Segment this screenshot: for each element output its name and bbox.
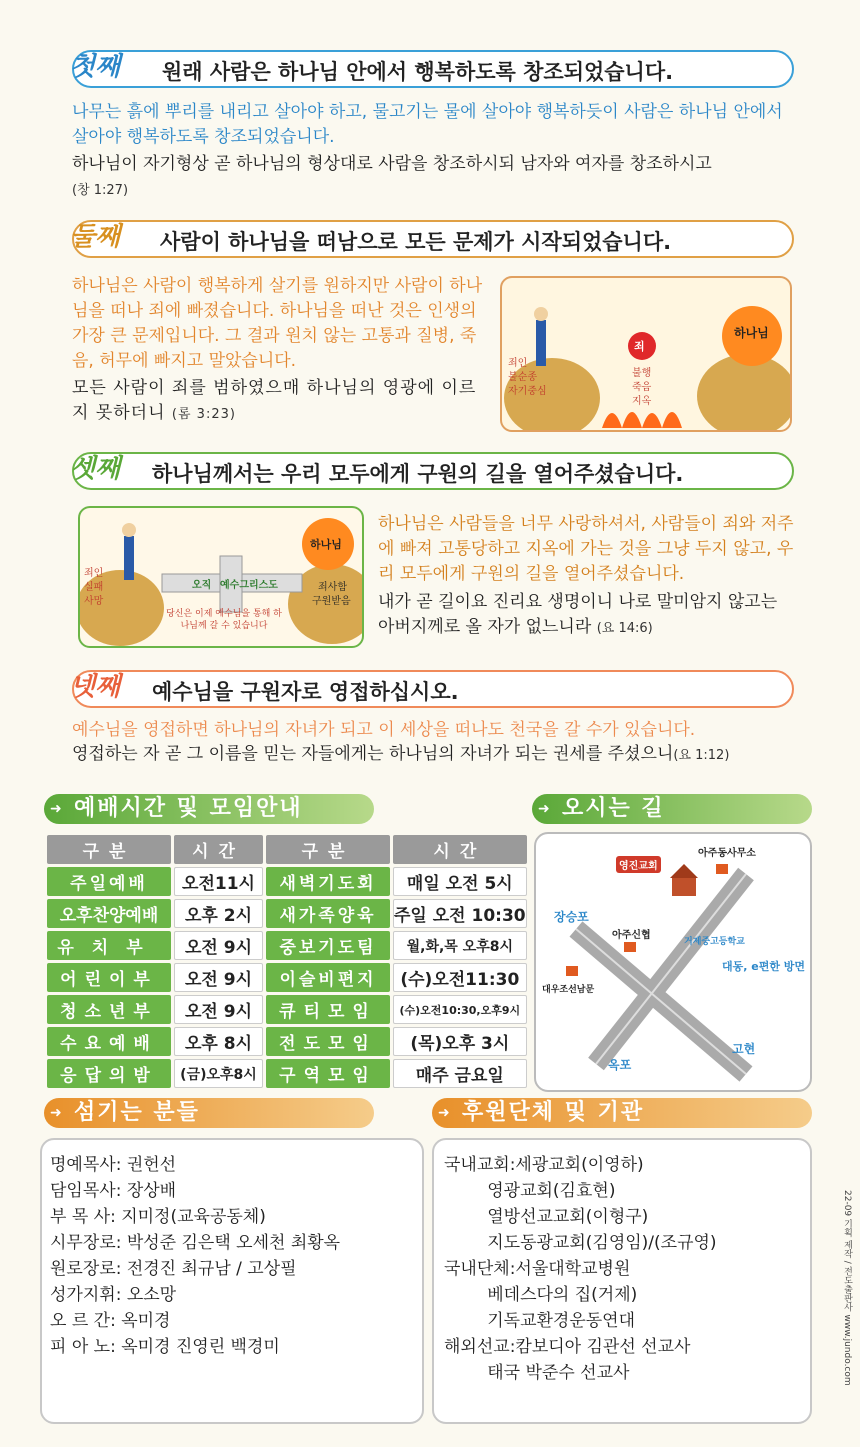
map-label-jangseungpo: 장승포	[554, 910, 589, 924]
illus2-sin: 죄	[634, 340, 645, 353]
section4-title: 예수님을 구원자로 영접하십시오.	[152, 680, 459, 704]
map-label-daedong: 대동, e편한 방면	[722, 960, 806, 973]
table-cell: 중보기도팀	[266, 931, 390, 960]
servants-line: 시무장로: 박성준 김은택 오세천 최황옥	[50, 1233, 341, 1253]
header-cell: 구분	[47, 835, 171, 864]
illus3-left-1: 죄인	[84, 568, 104, 579]
illus3-right-2: 구원받음	[312, 596, 351, 607]
schedule-header	[44, 794, 374, 824]
table-row	[47, 899, 527, 928]
arrow-icon: ➜	[438, 1105, 452, 1121]
supporters-line: 국내단체:서울대학교병원	[444, 1259, 631, 1279]
servants-line: 오 르 간: 옥미경	[50, 1311, 171, 1331]
section2-text: 하나님은 사람이 행복하게 살기를 원하지만 사람이 하나님을 떠나 죄에 빠졌습니다. 하나님을 떠난 것은 인생의 가장 큰 문제입니다. 그 결과 원치 않는 고통과 질병, 죽음, 허무에 빠지고 말았습니다.	[72, 276, 483, 371]
table-cell: 유치부	[47, 931, 171, 960]
table-row	[47, 931, 527, 960]
illus2-god: 하나님	[734, 326, 769, 340]
supporters-line: 베데스다의 집(거제)	[444, 1285, 638, 1305]
table-cell: (금)오후8시	[174, 1059, 263, 1088]
section1-title: 원래 사람은 하나님 안에서 행복하도록 창조되었습니다.	[162, 60, 674, 84]
table-row	[47, 1059, 527, 1088]
section2-verse	[72, 376, 490, 427]
directions-header	[532, 794, 812, 824]
table-row	[47, 963, 527, 992]
table-cell: 새벽기도회	[266, 867, 390, 896]
table-cell: 오후 2시	[174, 899, 263, 928]
table-cell: 오전 9시	[174, 963, 263, 992]
illus3-right-1: 죄사함	[318, 582, 347, 593]
table-row	[47, 1027, 527, 1056]
table-cell: 어린이부	[47, 963, 171, 992]
section1-verse-text: 하나님이 자기형상 곧 하나님의 형상대로 사람을 창조하시되 남자와 여자를 창조하시고	[72, 154, 712, 174]
table-cell: 청소년부	[47, 995, 171, 1024]
table-row	[47, 995, 527, 1024]
table-cell: 주일예배	[47, 867, 171, 896]
table-cell: 수요예배	[47, 1027, 171, 1056]
supporters-line: 해외선교:캄보디아 김관선 선교사	[444, 1337, 691, 1357]
table-cell: 오전 9시	[174, 995, 263, 1024]
map-label-school: 거제중고등학교	[684, 937, 745, 947]
header-cell: 시간	[174, 835, 263, 864]
arrow-icon: ➜	[50, 1105, 64, 1121]
directions-map	[534, 832, 812, 1092]
table-cell: 월,화,목 오후8시	[393, 931, 527, 960]
section1-ref: (창 1:27)	[72, 183, 129, 198]
table-cell: 오전11시	[174, 867, 263, 896]
table-cell: 오후 8시	[174, 1027, 263, 1056]
directions-title: 오시는 길	[562, 796, 665, 821]
supporters-line: 태국 박준수 선교사	[444, 1363, 630, 1383]
section2-title: 사람이 하나님을 떠남으로 모든 문제가 시작되었습니다.	[160, 230, 672, 254]
supporters-line: 국내교회:세광교회(이영하)	[444, 1155, 644, 1175]
supporters-header	[432, 1098, 812, 1128]
illus2-mid-label-3: 지옥	[632, 396, 652, 407]
map-label-church: 영진교회	[616, 856, 661, 873]
illus2-left-label-1: 죄인	[508, 358, 528, 369]
section2-badge: 둘째	[70, 222, 121, 252]
section3-title: 하나님께서는 우리 모두에게 구원의 길을 열어주셨습니다.	[152, 462, 684, 486]
table-cell: 구역모임	[266, 1059, 390, 1088]
table-cell: 이슬비편지	[266, 963, 390, 992]
servants-line: 피 아 노: 옥미경 진영린 백경미	[50, 1337, 280, 1357]
map-label-daewoo: 대우조선남문	[542, 985, 595, 995]
section4-badge: 넷째	[70, 672, 121, 702]
illus3-cross: 예수그리스도	[220, 580, 278, 591]
illus2-left-label-3: 자기중심	[508, 386, 547, 397]
table-cell: (수)오전11:30	[393, 963, 527, 992]
illus3-left-3: 사망	[84, 596, 104, 607]
section2-illustration	[500, 276, 792, 432]
table-cell: (목)오후 3시	[393, 1027, 527, 1056]
illus3-god: 하나님	[310, 538, 342, 551]
supporters-line: 지도동광교회(김영임)/(조규영)	[444, 1233, 717, 1253]
supporters-line: 기독교환경운동연대	[444, 1311, 636, 1331]
servants-line: 원로장로: 전경진 최규남 / 고상필	[50, 1259, 297, 1279]
table-cell: 새가족양육	[266, 899, 390, 928]
section3-text: 하나님은 사람들을 너무 사랑하셔서, 사람들이 죄와 저주에 빠져 고통당하고 지옥에 가는 것을 그냥 두지 않고, 우리 모두에게 구원의 길을 열어주셨습니다.	[378, 514, 794, 584]
section4-text: 예수님을 영접하면 하나님의 자녀가 되고 이 세상을 떠나도 천국을 갈 수가 있습니다.	[72, 720, 696, 740]
servants-line: 명예목사: 권헌선	[50, 1155, 177, 1175]
illus3-caption: 당신은 이제 예수님을 통해 하나님께 갈 수 있습니다	[166, 609, 282, 631]
section1-badge: 첫째	[70, 52, 121, 82]
supporters-line: 영광교회(김효현)	[444, 1181, 616, 1201]
section3-ref: (요 14:6)	[596, 621, 653, 636]
arrow-icon: ➜	[50, 801, 64, 817]
header-cell: 시간	[393, 835, 527, 864]
illus3-only: 오직	[192, 580, 212, 591]
table-cell: 오후찬양예배	[47, 899, 171, 928]
side-print-info: 22-09 기획 제작 / 전도출판사 www.jundo.com	[842, 1190, 852, 1386]
sin-separation-drawing	[502, 278, 792, 432]
servants-header	[44, 1098, 374, 1128]
servants-line: 성가지휘: 오소망	[50, 1285, 177, 1305]
schedule-table	[44, 832, 530, 1091]
section3-badge: 셋째	[70, 454, 121, 484]
section3-illustration	[78, 506, 364, 648]
illus2-mid-label-2: 죽음	[632, 382, 652, 393]
illus3-left-2: 실패	[84, 582, 104, 593]
section3-verse-text: 내가 곧 길이요 진리요 생명이니 나로 말미암지 않고는 아버지께로 올 자가 없느니라	[378, 592, 778, 637]
header-cell: 구분	[266, 835, 390, 864]
table-cell: 응답의밤	[47, 1059, 171, 1088]
illus2-mid-label-1: 불행	[632, 368, 652, 379]
map-label-gohyun: 고현	[732, 1042, 756, 1056]
servants-line: 부 목 사: 지미정(교육공동체)	[50, 1207, 266, 1227]
table-row	[47, 867, 527, 896]
section2-verse-text: 모든 사람이 죄를 범하였으매 하나님의 영광에 이르지 못하더니	[72, 378, 477, 423]
table-cell: 주일 오전 10:30	[393, 899, 527, 928]
servants-line: 담임목사: 장상배	[50, 1181, 177, 1201]
table-cell: 매주 금요일	[393, 1059, 527, 1088]
table-cell: 오전 9시	[174, 931, 263, 960]
section3-verse	[378, 590, 794, 641]
table-cell: 전도모임	[266, 1027, 390, 1056]
section1-text: 나무는 흙에 뿌리를 내리고 살아야 하고, 물고기는 물에 살아야 행복하듯이 사람은 하나님 안에서 살아야 행복하도록 창조되었습니다.	[72, 102, 783, 147]
section4-verse	[72, 742, 812, 768]
section2-ref: (롬 3:23)	[171, 407, 236, 422]
section1-verse	[72, 152, 802, 203]
table-cell: (수)오전10:30,오후9시	[393, 995, 527, 1024]
arrow-icon: ➜	[538, 801, 552, 817]
table-cell: 큐티모임	[266, 995, 390, 1024]
supporters-line: 열방선교교회(이형구)	[444, 1207, 649, 1227]
section4-verse-text: 영접하는 자 곧 그 이름을 믿는 자들에게는 하나님의 자녀가 되는 권세를 주셨으니	[72, 744, 674, 764]
section4-ref: (요 1:12)	[673, 748, 730, 763]
servants-title: 섬기는 분들	[74, 1100, 200, 1125]
schedule-title: 예배시간 및 모임안내	[74, 796, 303, 821]
illus2-left-label-2: 불순종	[508, 372, 537, 383]
supporters-title: 후원단체 및 기관	[462, 1100, 645, 1125]
schedule-header-row	[47, 835, 527, 864]
map-label-office: 아주동사무소	[698, 848, 756, 859]
map-label-shinhyup: 아주신협	[612, 930, 651, 941]
map-label-okpo: 옥포	[608, 1058, 632, 1072]
table-cell: 매일 오전 5시	[393, 867, 527, 896]
